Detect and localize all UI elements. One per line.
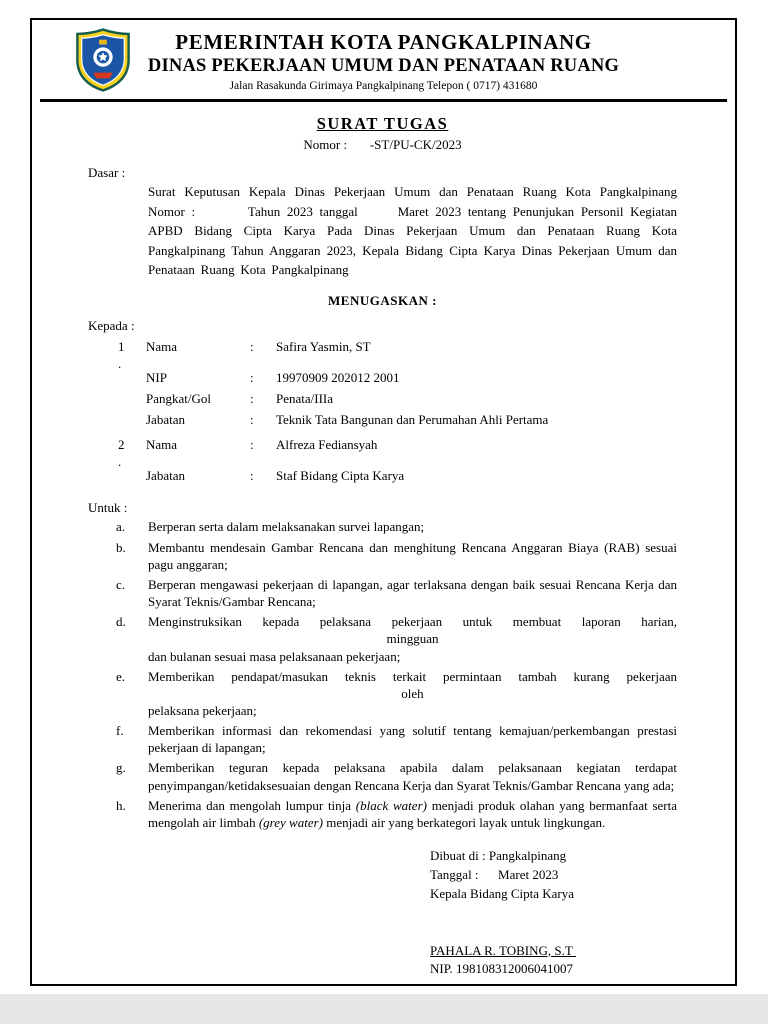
untuk-item [116, 797, 677, 831]
agency-name-line1: PEMERINTAH KOTA PANGKALPINANG [175, 30, 592, 54]
item-letter: f. [116, 723, 124, 739]
untuk-item [116, 613, 677, 664]
dasar-section [88, 165, 677, 280]
untuk-label: Untuk : [88, 500, 128, 516]
document-number: Nomor : -ST/PU-CK/2023 [303, 137, 462, 152]
item-line: pelaksana pekerjaan; [148, 703, 257, 718]
text-segment: menjadi air yang berkategori layak untuk lingkungan. [322, 814, 606, 830]
item-text [148, 722, 677, 756]
kepada-row [146, 436, 677, 453]
entry-number-line: . [118, 454, 122, 470]
page-border [30, 18, 737, 986]
signer-name: PAHALA R. TOBING, S.T [430, 942, 573, 958]
item-line: Menginstruksikan kepada pelaksana pekerjaan untuk membuat laporan harian, [148, 614, 677, 630]
untuk-item [116, 539, 677, 573]
item-text [148, 539, 677, 573]
item-letter: g. [116, 760, 126, 776]
kepada-entries [88, 338, 677, 489]
item-line: Memberikan teguran kepada pelaksana apabila dalam pelaksanaan kegiatan terdapat penyimpangan/ketidaksesuaian dengan Rencana Kerja dan Syarat Teknis/Gambar Rencana yang ada; [148, 760, 677, 793]
field-label: Pangkat/Gol [146, 390, 211, 406]
signature-date: Tanggal : Maret 2023 [430, 866, 559, 882]
field-value: 19970909 202012 2001 [276, 369, 400, 385]
untuk-item [116, 759, 677, 793]
item-line [148, 797, 677, 831]
item-line: mingguan [386, 631, 439, 647]
item-text [148, 613, 677, 664]
field-value: Safira Yasmin, ST [276, 338, 371, 354]
kepada-row [146, 338, 677, 355]
signature-block [430, 847, 677, 979]
entry-rows [146, 338, 677, 433]
field-label: NIP [146, 369, 167, 385]
item-letter: h. [116, 797, 126, 813]
entry-number-line: 2 [118, 437, 125, 453]
agency-address: Jalan Rasakunda Girimaya Pangkalpinang Telepon ( 0717) 431680 [229, 80, 538, 92]
field-value: Staf Bidang Cipta Karya [276, 468, 405, 484]
item-line: dan bulanan sesuai masa pelaksanaan pekerjaan; [148, 648, 401, 664]
kepada-row [146, 390, 677, 407]
text-segment: menjadi produk olahan yang bermanfaat serta mengolah air limbah [148, 797, 677, 830]
item-line: oleh [401, 685, 424, 701]
item-letter: d. [116, 614, 126, 630]
kepada-entry [118, 436, 677, 488]
item-text [148, 518, 677, 535]
item-line: Berperan mengawasi pekerjaan di lapangan, agar terlaksana dengan baik sesuai Rencana Kerja dan Syarat Teknis/Gambar Rencana; [148, 576, 677, 610]
city-crest-logo [74, 28, 132, 92]
item-text [148, 576, 677, 610]
dasar-label: Dasar : [88, 165, 126, 180]
dasar-text: Surat Keputusan Kepala Dinas Pekerjaan Umum dan Penataan Ruang Kota Pangkalpinang Nomor : Tahun 2023 tanggal Maret 2023 tentang Penunjukan Personil Kegiatan APBD Bidang Cipta Karya Pada Dinas Pekerjaan Umum dan Penataan Ruang Kota Pangkalpinang Tahun Anggaran 2023, Kepala Bidang Cipta Karya Dinas Pekerjaan Umum dan Penataan Ruang Kota Pangkalpinang [148, 184, 677, 277]
field-value: Alfreza Fediansyah [276, 437, 378, 453]
item-text [148, 797, 677, 831]
kepada-section [88, 318, 677, 489]
untuk-list [116, 518, 677, 831]
field-label: Nama [146, 437, 178, 453]
document-title: SURAT TUGAS [316, 114, 449, 133]
item-letter: e. [116, 668, 126, 684]
untuk-item [116, 576, 677, 610]
signature-place: Dibuat di : Pangkalpinang [430, 848, 567, 864]
kepada-entry [118, 338, 677, 433]
item-line: Membantu mendesain Gambar Rencana dan menghitung Rencana Anggaran Biaya (RAB) sesuai pagu anggaran; [148, 539, 677, 572]
title-block [88, 114, 677, 153]
menugaskan-heading: MENUGASKAN : [328, 292, 437, 308]
kepada-row [146, 411, 677, 428]
item-text [148, 668, 677, 719]
entry-number-line: . [118, 355, 122, 371]
entry-number [118, 436, 146, 488]
letterhead [32, 20, 735, 92]
item-text [148, 759, 677, 793]
field-value: Penata/IIIa [276, 390, 334, 406]
field-label: Jabatan [146, 411, 185, 427]
item-letter: a. [116, 519, 126, 535]
untuk-item [116, 518, 677, 535]
signer-nip: NIP. 198108312006041007 [430, 961, 574, 977]
signature-position: Kepala Bidang Cipta Karya [430, 885, 575, 901]
italic-text: (black water) [355, 797, 427, 813]
field-value: Teknik Tata Bangunan dan Perumahan Ahli Pertama [276, 411, 549, 427]
agency-name-line2: DINAS PEKERJAAN UMUM DAN PENATAAN RUANG [147, 56, 620, 76]
field-label: Jabatan [146, 468, 185, 484]
item-line: Memberikan informasi dan rekomendasi yang solutif tentang kemajuan/perkembangan prestasi pekerjaan di lapangan; [148, 723, 677, 756]
field-colon: : [250, 411, 254, 427]
text-segment: Menerima dan mengolah lumpur tinja [148, 797, 356, 813]
untuk-item [116, 722, 677, 756]
field-colon: : [250, 369, 254, 385]
letter-body [32, 102, 735, 979]
entry-number [118, 338, 146, 433]
kepada-label: Kepada : [88, 317, 135, 333]
item-letter: c. [116, 576, 126, 592]
item-line: Memberikan pendapat/masukan teknis terkait permintaan tambah kurang pekerjaan [148, 668, 677, 684]
field-colon: : [250, 390, 254, 406]
field-label: Nama [146, 338, 178, 354]
italic-text: (grey water) [258, 814, 323, 830]
entry-rows [146, 436, 677, 488]
item-letter: b. [116, 539, 126, 555]
entry-number-line: 1 [118, 338, 125, 354]
item-line: Berperan serta dalam melaksanakan survei lapangan; [148, 519, 425, 535]
kepada-row [146, 467, 677, 484]
untuk-section [88, 500, 677, 831]
field-colon: : [250, 468, 254, 484]
page-bottom-edge [0, 994, 768, 1024]
field-colon: : [250, 338, 254, 354]
untuk-item [116, 668, 677, 719]
field-colon: : [250, 437, 254, 453]
kepada-row [146, 369, 677, 386]
